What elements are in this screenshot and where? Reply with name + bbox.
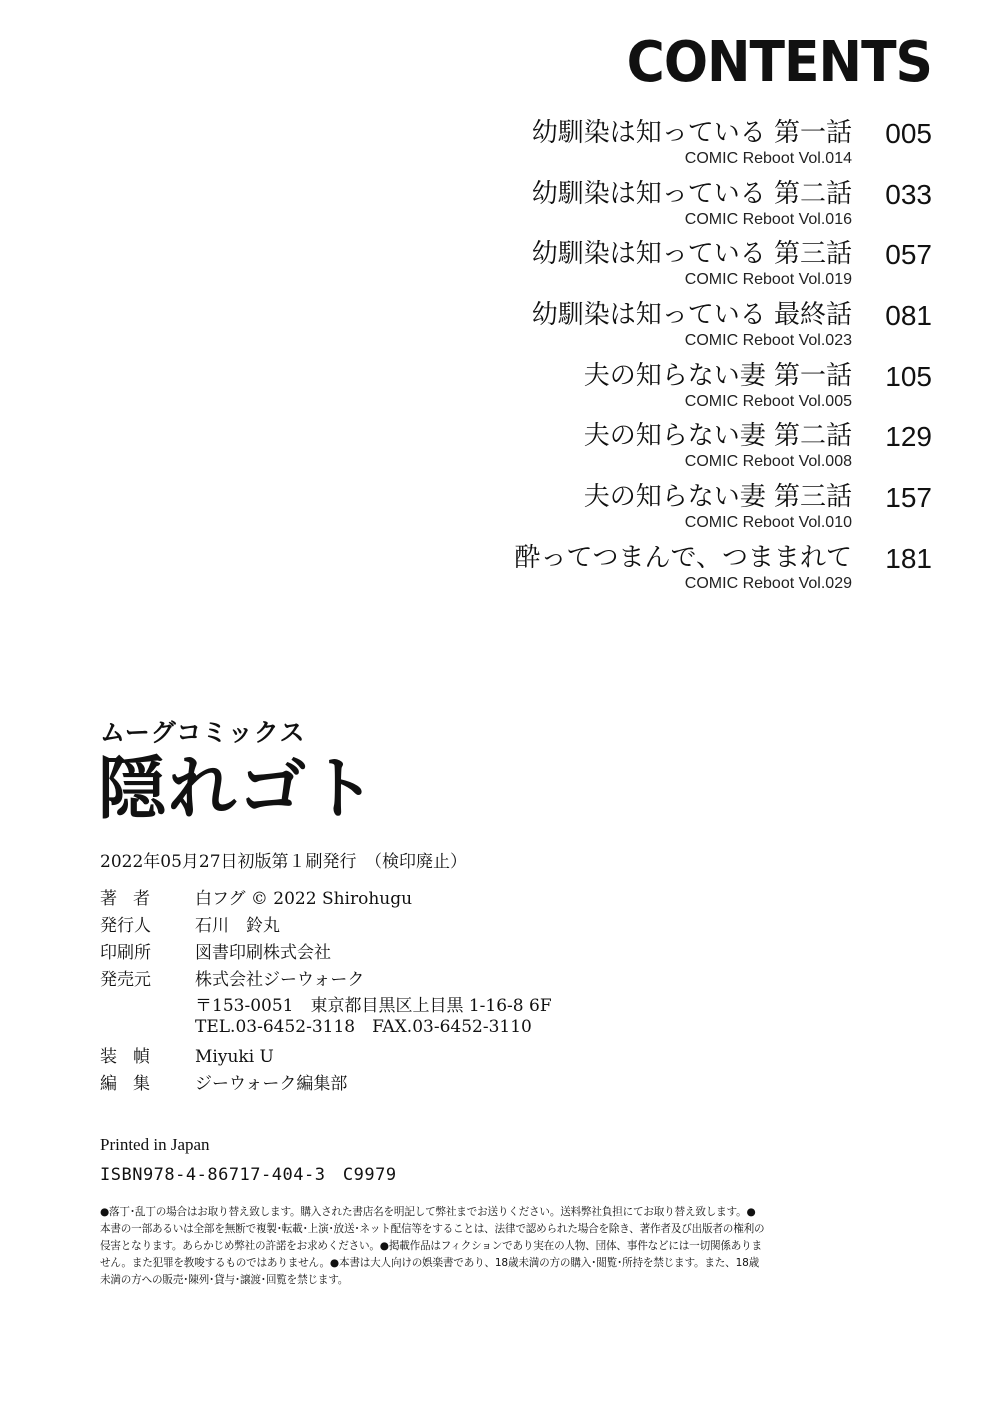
toc-entry[interactable] bbox=[412, 480, 932, 541]
toc-entry-title: 幼馴染は知っている 第二話 bbox=[531, 178, 852, 209]
credit-row-editor bbox=[100, 1071, 900, 1098]
credit-label: 著者 bbox=[100, 889, 166, 909]
toc-entry-page: 129 bbox=[885, 421, 932, 453]
toc-entry-source: COMIC Reboot Vol.005 bbox=[684, 392, 852, 410]
credit-label: 印刷所 bbox=[100, 943, 151, 963]
toc-entry-page: 005 bbox=[885, 118, 932, 149]
toc-entry-title: 幼馴染は知っている 第一話 bbox=[531, 118, 852, 148]
toc-entry[interactable] bbox=[412, 298, 932, 359]
toc-entry-page: 057 bbox=[885, 239, 932, 271]
credit-row-publisher bbox=[100, 913, 900, 940]
toc-entry[interactable] bbox=[412, 237, 932, 298]
toc-entry-page: 081 bbox=[885, 300, 932, 332]
legal-notice: ●落丁･乱丁の場合はお取り替え致します。購入された書店名を明記して弊社までお送りください。送料弊社負担にてお取り替え致します。●本書の一部あるいは全部を無断で複製･転載･上演･放送･ネット配信等をすることは、法律で認められた場合を除き、著作者及び出版者の権利の侵害となります。あらかじめ弊社の許諾をお求めください。●掲載作品はフィクションであり実在の人物、団体、事件などには一切関係ありません。また犯罪を教唆するものではありません。●本書は大人向けの娯楽書であり、18歳未満の方の購入･閲覧･所持を禁じます。また、18歳未満の方への販売･陳列･貸与･譲渡･回覧を禁じます。 bbox=[100, 1206, 765, 1286]
toc-entry-source: COMIC Reboot Vol.008 bbox=[684, 453, 852, 471]
credit-label: 発売元 bbox=[100, 970, 151, 990]
contents-heading: CONTENTS bbox=[626, 30, 932, 95]
address-block bbox=[100, 996, 900, 1038]
toc-entry[interactable] bbox=[412, 116, 932, 177]
toc-entry-source: COMIC Reboot Vol.014 bbox=[684, 150, 852, 167]
credit-row-author bbox=[100, 886, 900, 913]
credit-value: 株式会社ジーウォーク bbox=[195, 970, 365, 990]
imprint-block bbox=[100, 718, 900, 1186]
credit-value: Miyuki U bbox=[195, 1047, 274, 1067]
credit-value: 石川 鈴丸 bbox=[195, 916, 280, 936]
credit-label: 装幀 bbox=[100, 1047, 166, 1067]
credits-list bbox=[100, 886, 900, 1098]
toc-entry[interactable] bbox=[412, 419, 932, 480]
toc-entry-title: 夫の知らない妻 第三話 bbox=[583, 482, 852, 513]
toc-entry-title: 幼馴染は知っている 第三話 bbox=[531, 239, 852, 270]
toc-entry-source: COMIC Reboot Vol.016 bbox=[684, 210, 852, 228]
toc-entry-page: 105 bbox=[885, 360, 932, 392]
table-of-contents bbox=[412, 116, 932, 602]
toc-entry[interactable] bbox=[412, 541, 932, 602]
toc-entry-title: 幼馴染は知っている 最終話 bbox=[531, 300, 852, 331]
toc-entry-page: 181 bbox=[885, 542, 932, 574]
credit-row-printer bbox=[100, 940, 900, 967]
toc-entry-page: 157 bbox=[885, 482, 932, 514]
toc-entry-source: COMIC Reboot Vol.019 bbox=[684, 271, 852, 289]
toc-entry-source: COMIC Reboot Vol.010 bbox=[684, 514, 852, 532]
series-name: ムーグコミックス bbox=[100, 718, 306, 747]
toc-entry[interactable] bbox=[412, 177, 932, 238]
toc-entry-title: 夫の知らない妻 第二話 bbox=[583, 421, 852, 452]
credit-value: 図書印刷株式会社 bbox=[195, 943, 331, 963]
edition-line: 2022年05月27日初版第１刷発行 （検印廃止） bbox=[100, 852, 468, 872]
toc-entry-source: COMIC Reboot Vol.023 bbox=[684, 332, 852, 350]
toc-entry[interactable] bbox=[412, 359, 932, 420]
credit-value: ジーウォーク編集部 bbox=[195, 1074, 348, 1094]
address-line: 〒153-0051 東京都目黒区上目黒 1-16-8 6F bbox=[195, 996, 552, 1016]
toc-entry-source: COMIC Reboot Vol.029 bbox=[684, 574, 852, 592]
credit-label: 編集 bbox=[100, 1074, 166, 1094]
toc-entry-title: 酔ってつまんで、つままれて bbox=[514, 542, 852, 573]
toc-entry-title: 夫の知らない妻 第一話 bbox=[583, 360, 852, 391]
contact-line: TEL.03-6452-3118 FAX.03-6452-3110 bbox=[195, 1017, 532, 1037]
printed-in-line: Printed in Japan bbox=[100, 1135, 210, 1154]
toc-entry-page: 033 bbox=[885, 178, 932, 210]
book-title: 隠れゴト bbox=[98, 750, 379, 829]
credit-label: 発行人 bbox=[100, 916, 151, 936]
credit-row-design bbox=[100, 1044, 900, 1071]
isbn-line: ISBN978-4-86717-404-3 C9979 bbox=[100, 1165, 397, 1185]
credit-value: 白フグ © 2022 Shirohugu bbox=[195, 889, 413, 909]
credit-row-seller bbox=[100, 967, 900, 994]
